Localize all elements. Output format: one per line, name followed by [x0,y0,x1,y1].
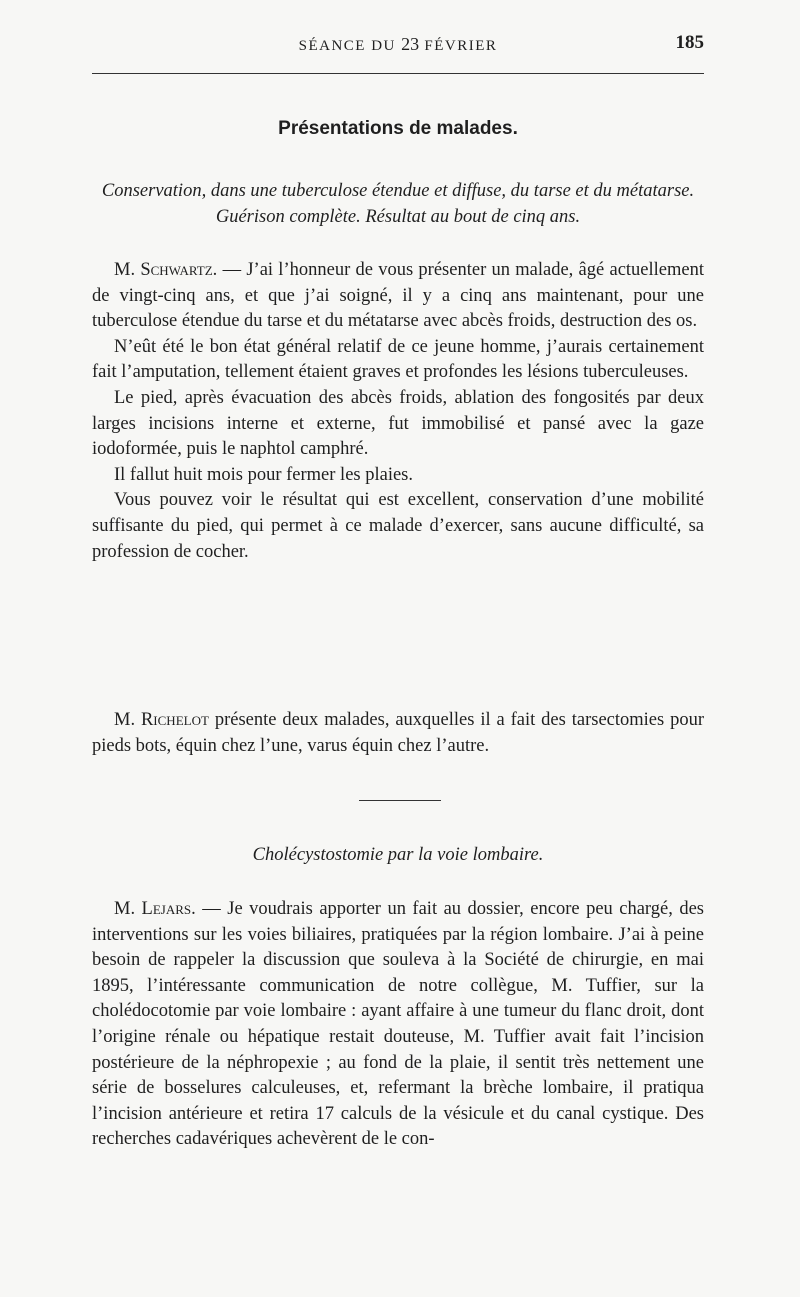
case1-body [92,258,704,565]
case3-paragraph [92,897,704,1153]
case1-paragraph-2: N’eût été le bon état général relatif de ce jeune homme, j’aurais certainement fait l’amputation, tellement étaient graves et profondes les lésions tuberculeuses. [92,336,704,383]
speaker-richelot: M. Richelot [114,710,209,730]
case3-caption: Cholécystostomie par la voie lombaire. [252,845,544,865]
page-number: 185 [675,32,704,53]
case1-paragraph-4: Il fallut huit mois pour fermer les plaies. [114,464,414,485]
speaker-schwartz: M. Schwartz. [114,260,218,280]
case1-paragraph-1-text: — J’ai l’honneur de vous présenter un malade, âgé actuellement de vingt-cinq ans, et que j’ai soigné, il y a cinq ans maintenant, pour une tuberculose étendue du tarse et du métatarse avec abcès froids, destruction des os. [92,260,704,332]
header-rule [92,73,704,74]
case2-paragraph [92,708,704,759]
speaker-lejars: M. Lejars. [114,899,196,919]
running-head [92,34,704,58]
case1-caption: Conservation, dans une tuberculose étendue et diffuse, du tarse et du métatarse. Guérison complète. Résultat au bout de cinq ans. [101,181,695,227]
case2-text: présente deux malades, auxquelles il a fait des tarsectomies pour pieds bots, équin chez l’une, varus équin chez l’autre. [92,710,705,756]
section-divider [359,800,441,801]
case3-body [92,897,704,1153]
case1-paragraph-1 [92,258,704,335]
running-head-title [92,34,704,55]
running-head-title-post: FÉVRIER [419,38,498,54]
running-head-title-pre: SÉANCE DU [298,38,402,54]
case1-paragraph-5: Vous pouvez voir le résultat qui est excellent, conservation d’une mobilité suffisante du pied, qui permet à ce malade d’exercer, sans aucune difficulté, sa profession de cocher. [92,490,704,562]
case3-text: — Je voudrais apporter un fait au dossier, encore peu chargé, des interventions sur les voies biliaires, pratiquées par la région lombaire. J’ai à peine besoin de rappeler la discussion que souleva à la Société de chirurgie, en mai 1895, l’intéressante communication de notre collègue, M. Tuffier, sur la cholédocotomie par voie lombaire : ayant affaire à une tumeur du flanc droit, dont l’origine rénale ou hépatique restait douteuse, M. Tuffier avait fait l’incision postérieure de la néphropexie ; au fond de la plaie, il sentit très nettement une série de bosselures calculeuses, et, refermant la brèche lombaire, il pratiqua l’incision antérieure et retira 17 calculs de la vésicule et du canal cystique. Des recherches cadavériques achevèrent de le con- [92,899,704,1150]
case1-paragraph-3: Le pied, après évacuation des abcès froids, ablation des fongosités par deux larges incisions interne et externe, fut immobilisé et pansé avec la gaze iodoformée, puis le naphtol camphré. [92,387,704,460]
case2-body [92,708,704,759]
section-title: Présentations de malades. [278,118,518,139]
running-head-date-number: 23 [401,34,420,54]
